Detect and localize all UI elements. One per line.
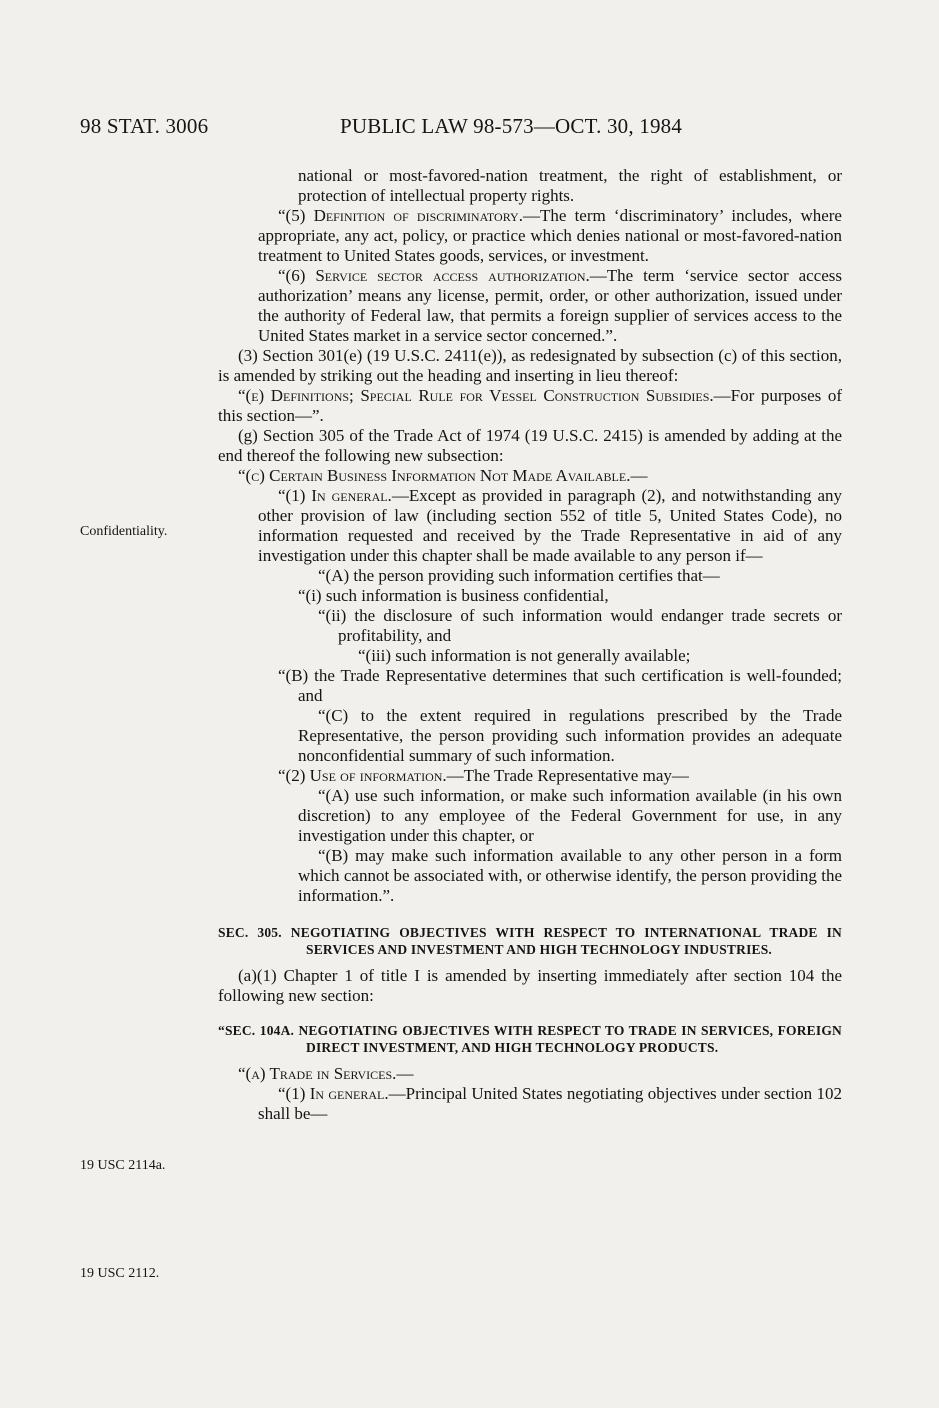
paragraph-heading: “(1) In general. (278, 486, 392, 505)
stat-page-number: 98 STAT. 3006 (80, 114, 209, 138)
margin-note-confidentiality: Confidentiality. (80, 524, 168, 539)
paragraph-section-301e: (3) Section 301(e) (19 U.S.C. 2411(e)), as redesignated by subsection (c) of this section, is amended by striking out the heading and inserting in lieu thereof: (218, 346, 842, 385)
paragraph-clause-c: “(C) to the extent required in regulations prescribed by the Trade Representative, the person providing such information provides an adequate nonconfidential summary of such information. (298, 706, 842, 765)
paragraph-service-sector-authorization (218, 266, 842, 346)
paragraph-text: —The term ‘service sector access authorization’ means any license, permit, order, or other authorization, issued under the authority of Federal law, that permits a foreign supplier of services access to the United States market in a service sector concerned.”. (258, 266, 843, 345)
section-104a-heading: “SEC. 104A. NEGOTIATING OBJECTIVES WITH RESPECT TO TRADE IN SERVICES, FOREIGN DIRECT INVESTMENT, AND HIGH TECHNOLOGY PRODUCTS. (218, 1023, 842, 1055)
paragraph-clause-b: “(B) the Trade Representative determines that such certification is well-founded; and (278, 666, 842, 705)
document-body (218, 166, 842, 1124)
paragraph-heading: “(6) Service sector access authorization. (278, 266, 590, 285)
paragraph-chapter-1-amendment: (a)(1) Chapter 1 of title I is amended by inserting immediately after section 104 the following new section: (218, 966, 842, 1005)
section-305-heading: SEC. 305. NEGOTIATING OBJECTIVES WITH RESPECT TO INTERNATIONAL TRADE IN SERVICES AND INVESTMENT AND HIGH TECHNOLOGY INDUSTRIES. (218, 925, 842, 957)
paragraph-business-information (218, 466, 842, 486)
paragraph-heading: “(1) In general. (278, 1084, 389, 1103)
law-title-header: PUBLIC LAW 98-573—OCT. 30, 1984 (340, 114, 683, 138)
paragraph-clause-iii: “(iii) such information is not generally available; (358, 646, 691, 665)
paragraph-heading: “(c) Certain Business Information Not Made Available. (238, 466, 631, 485)
paragraph-clause-i: “(i) such information is business confidential, (298, 586, 609, 605)
paragraph-use-clause-b: “(B) may make such information available to any other person in a form which cannot be associated with, or otherwise identify, the person providing the information.”. (298, 846, 842, 905)
paragraph-heading: “(2) Use of information. (278, 766, 447, 785)
paragraph-continuation: national or most-favored-nation treatment, the right of establishment, or protection of intellectual property rights. (298, 166, 842, 205)
paragraph-text: — (396, 1064, 414, 1083)
paragraph-clause-a: “(A) the person providing such information certifies that— (318, 566, 720, 585)
paragraph-heading: “(a) Trade in Services. (238, 1064, 397, 1083)
paragraph-text: —The term ‘discriminatory’ includes, where appropriate, any act, policy, or practice which denies national or most-favored-nation treatment to United States goods, services, or investment. (258, 206, 842, 265)
paragraph-section-305g: (g) Section 305 of the Trade Act of 1974 (19 U.S.C. 2415) is amended by adding at the end thereof the following new subsection: (218, 426, 842, 465)
paragraph-text: —Principal United States negotiating objectives under section 102 shall be— (258, 1084, 842, 1123)
paragraph-heading: “(5) Definition of discriminatory. (278, 206, 523, 225)
paragraph-trade-in-services (218, 1064, 842, 1084)
paragraph-use-clause-a: “(A) use such information, or make such information available (in his own discretion) to any employee of the Federal Government for use, in any investigation under this chapter, or (298, 786, 842, 845)
paragraph-text: —For purposes of this section—”. (218, 386, 843, 425)
paragraph-heading: “(e) Definitions; Special Rule for Vessel Construction Subsidies. (238, 386, 714, 405)
paragraph-definitions-heading (218, 386, 842, 426)
paragraph-text: —Except as provided in paragraph (2), and notwithstanding any other provision of law (including section 552 of title 5, United States Code), no information requested and received by the Trade Representative in aid of any investigation under this chapter shall be made available to any person if— (258, 486, 842, 565)
margin-note-19-usc-2112: 19 USC 2112. (80, 1266, 160, 1281)
paragraph-clause-ii: “(ii) the disclosure of such information would endanger trade secrets or profitability, and (318, 606, 842, 645)
margin-note-19-usc-2114a: 19 USC 2114a. (80, 1158, 166, 1173)
paragraph-in-general (218, 486, 842, 566)
paragraph-negotiating-objectives (218, 1084, 842, 1124)
paragraph-definition-discriminatory (218, 206, 842, 266)
paragraph-text: —The Trade Representative may— (446, 766, 689, 785)
paragraph-text: — (630, 466, 648, 485)
paragraph-use-of-information (218, 766, 842, 786)
